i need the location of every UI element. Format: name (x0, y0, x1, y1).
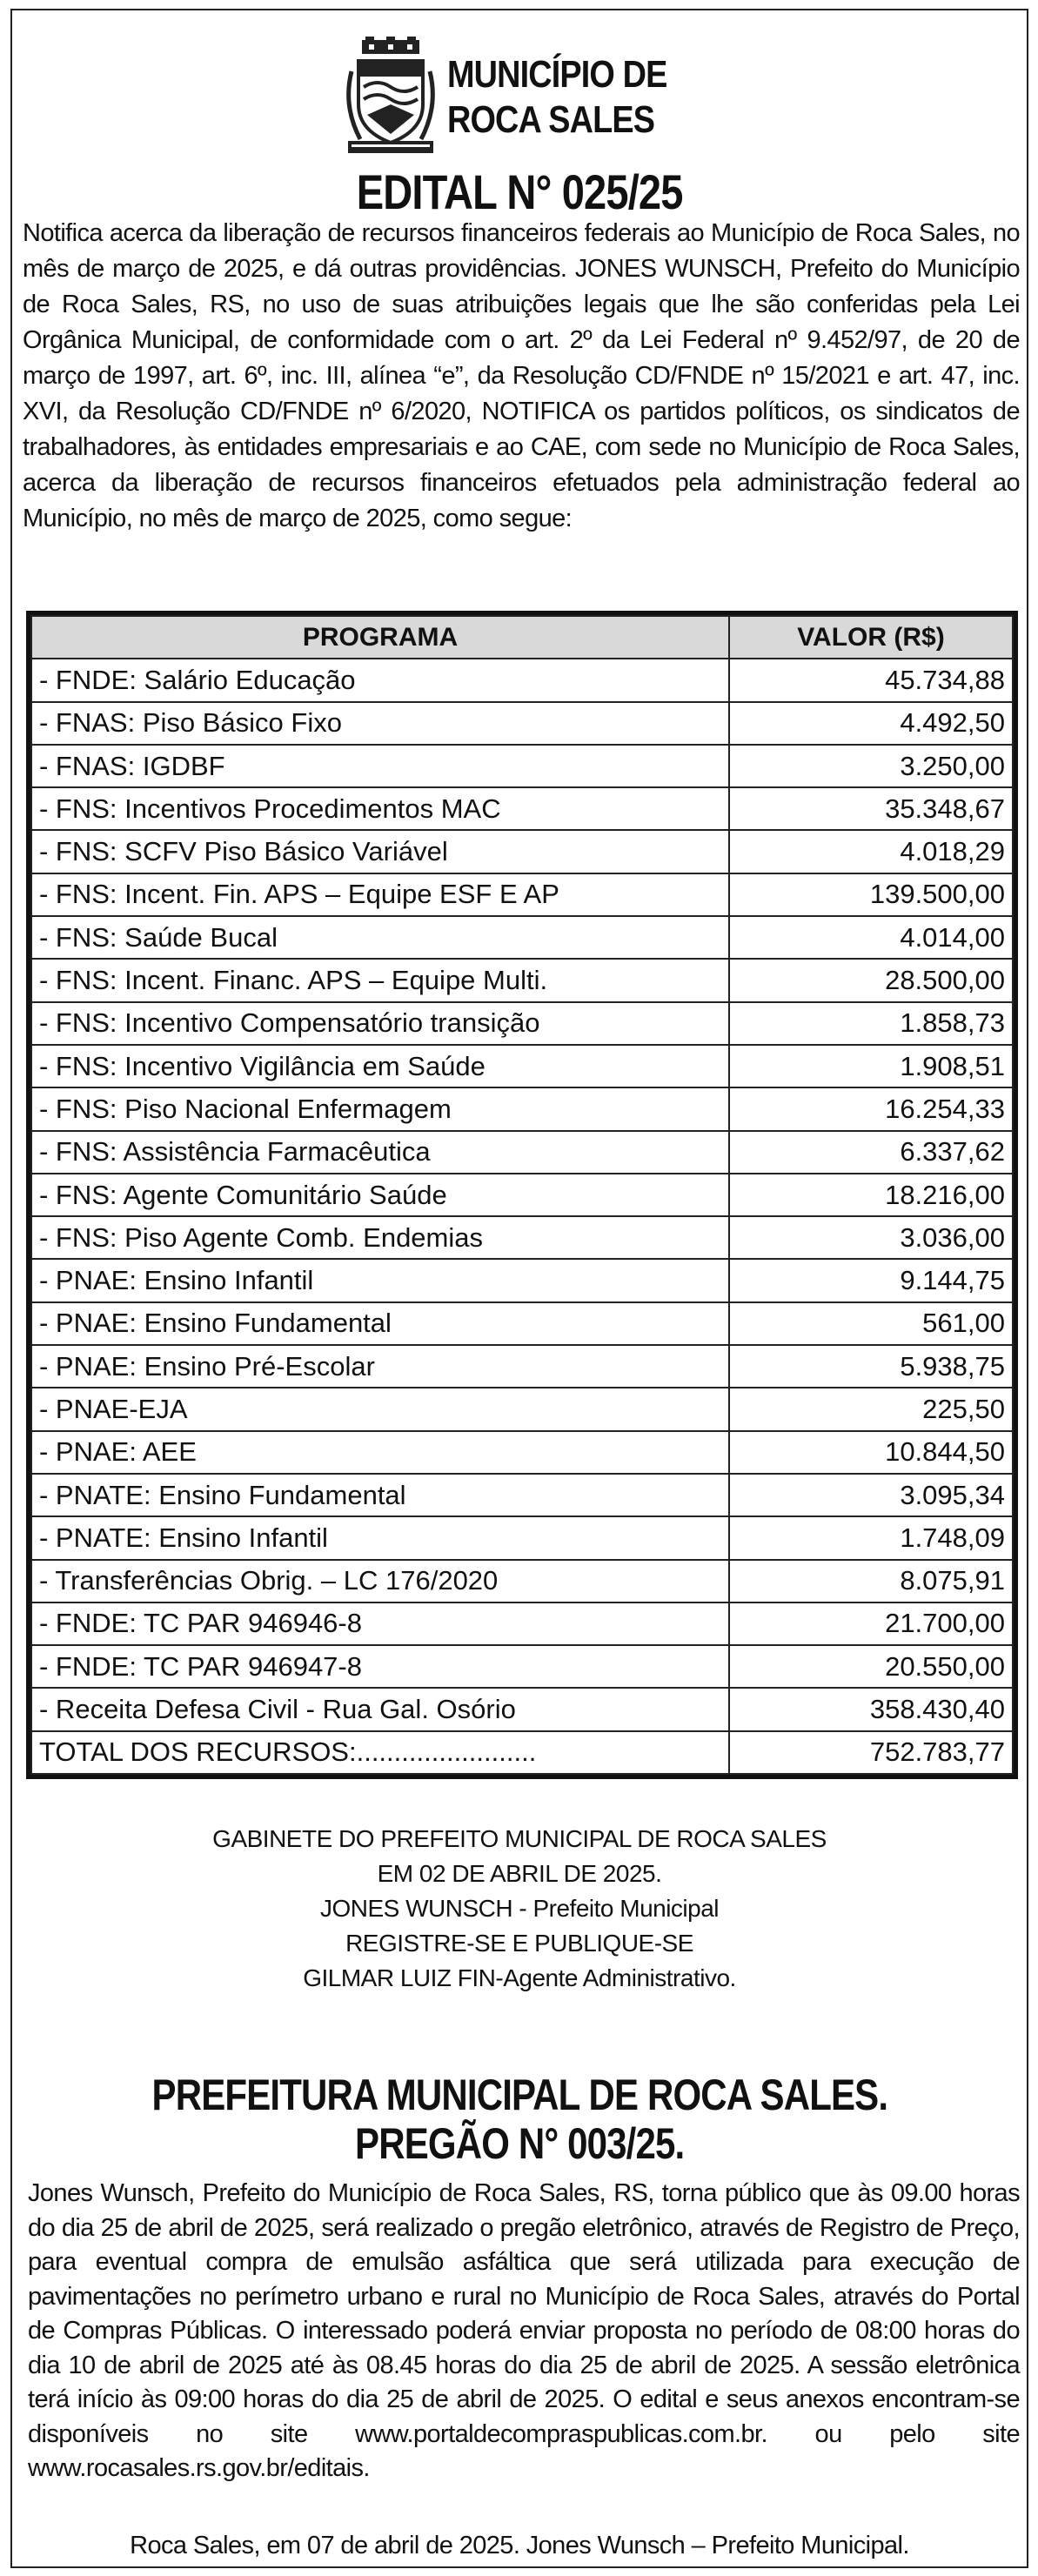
table-row (31, 1174, 1013, 1216)
cell-programa: - PNAE: AEE (31, 1431, 729, 1474)
cell-valor: 28.500,00 (729, 959, 1013, 1001)
table-row (31, 745, 1013, 787)
cell-valor: 3.250,00 (729, 745, 1013, 787)
signature-line-4: REGISTRE-SE E PUBLIQUE-SE (345, 1930, 693, 1957)
table-row (31, 1431, 1013, 1474)
cell-programa: - FNS: Piso Agente Comb. Endemias (31, 1216, 729, 1259)
table-body (31, 659, 1013, 1774)
cell-programa: - PNAE: Ensino Infantil (31, 1259, 729, 1301)
signature-line-3: JONES WUNSCH - Prefeito Municipal (319, 1895, 720, 1922)
cell-programa: - PNAE: Ensino Pré-Escolar (31, 1345, 729, 1388)
cell-valor: 1.858,73 (729, 1002, 1013, 1045)
table-row (31, 1560, 1013, 1602)
cell-programa: - FNS: Incent. Fin. APS – Equipe ESF E AP (31, 873, 729, 916)
table-row (31, 1302, 1013, 1345)
cell-valor: 8.075,91 (729, 1560, 1013, 1602)
cell-programa: - FNS: Incent. Financ. APS – Equipe Multi. (31, 959, 729, 1001)
cell-programa: - FNS: Incentivos Procedimentos MAC (31, 787, 729, 830)
cell-programa: - FNDE: Salário Educação (31, 659, 729, 701)
cell-programa: - Transferências Obrig. – LC 176/2020 (31, 1560, 729, 1602)
edital-intro-text: Notifica acerca da liberação de recursos financeiros federais ao Município de Roca Sales, no mês de março de 2025, e dá outras providências. JONES WUNSCH, Prefeito do Município de Roca Sales, RS, no uso de suas atribuições legais que lhe são conferidas pela Lei Orgânica Municipal, de conformidade com o art. 2º da Lei Federal nº 9.452/97, de 20 de março de 1997, art. 6º, inc. III, alínea “e”, da Resolução CD/FNDE nº 15/2021 e art. 47, inc. XVI, da Resolução CD/FNDE nº 6/2020, NOTIFICA os partidos políticos, os sindicatos de trabalhadores, às entidades empresariais e ao CAE, com sede no Município de Roca Sales, acerca da liberação de recursos financeiros efetuados pela administração federal ao Município, no mês de março de 2025, como segue: (23, 219, 1020, 532)
cell-valor: 6.337,62 (729, 1131, 1013, 1174)
cell-valor: 5.938,75 (729, 1345, 1013, 1388)
cell-valor: 358.430,40 (729, 1688, 1013, 1730)
cell-valor: 1.908,51 (729, 1045, 1013, 1087)
cell-programa: - FNS: Assistência Farmacêutica (31, 1131, 729, 1174)
edital-title-text: EDITAL N° 025/25 (356, 164, 683, 219)
cell-valor: 10.844,50 (729, 1431, 1013, 1474)
cell-programa: - PNATE: Ensino Fundamental (31, 1474, 729, 1516)
table-row (31, 873, 1013, 916)
cell-programa: TOTAL DOS RECURSOS:........................ (31, 1731, 729, 1774)
header-programa: PROGRAMA (31, 616, 729, 659)
cell-valor: 225,50 (729, 1388, 1013, 1430)
cell-valor: 16.254,33 (729, 1087, 1013, 1130)
cell-valor: 752.783,77 (729, 1731, 1013, 1774)
cell-programa: - PNAE: Ensino Fundamental (31, 1302, 729, 1345)
table-row (31, 1645, 1013, 1688)
cell-programa: - FNS: Incentivo Compensatório transição (31, 1002, 729, 1045)
signature-line-1: GABINETE DO PREFEITO MUNICIPAL DE ROCA SALES (212, 1825, 827, 1852)
cell-valor: 21.700,00 (729, 1602, 1013, 1645)
publication-page (10, 9, 1028, 2568)
cell-valor: 35.348,67 (729, 787, 1013, 830)
cell-valor: 45.734,88 (729, 659, 1013, 701)
table-row (31, 1688, 1013, 1730)
table-header-row (31, 616, 1013, 659)
municipality-line-2: ROCA SALES (447, 98, 655, 141)
table-row (31, 1345, 1013, 1388)
cell-programa: - Receita Defesa Civil - Rua Gal. Osório (31, 1688, 729, 1730)
table-total-row (31, 1731, 1013, 1774)
cell-valor: 1.748,09 (729, 1516, 1013, 1559)
table-row (31, 1216, 1013, 1259)
table-row (31, 787, 1013, 830)
edital-intro (23, 216, 1020, 537)
cell-programa: - FNS: Piso Nacional Enfermagem (31, 1087, 729, 1130)
pregao-title-line-1: PREFEITURA MUNICIPAL DE ROCA SALES. (151, 2071, 887, 2119)
cell-valor: 561,00 (729, 1302, 1013, 1345)
signature-block (12, 1822, 1027, 1996)
signature-line-5: GILMAR LUIZ FIN-Agente Administrativo. (303, 1964, 736, 1991)
header-valor: VALOR (R$) (729, 616, 1013, 659)
table-row (31, 1002, 1013, 1045)
municipality-name (447, 52, 747, 143)
cell-programa: - FNDE: TC PAR 946946-8 (31, 1602, 729, 1645)
pregao-title-line-2: PREGÃO N° 003/25. (354, 2119, 685, 2168)
table-row (31, 1602, 1013, 1645)
header (12, 30, 1027, 151)
pregao-closing: Roca Sales, em 07 de abril de 2025. Jones Wunsch – Prefeito Municipal. (130, 2532, 909, 2559)
cell-programa: - FNAS: IGDBF (31, 745, 729, 787)
cell-programa: - PNAE-EJA (31, 1388, 729, 1430)
cell-programa: - FNS: Agente Comunitário Saúde (31, 1174, 729, 1216)
cell-valor: 3.095,34 (729, 1474, 1013, 1516)
table-row (31, 702, 1013, 745)
cell-valor: 4.492,50 (729, 702, 1013, 745)
cell-valor: 18.216,00 (729, 1174, 1013, 1216)
signature-line-2: EM 02 DE ABRIL DE 2025. (377, 1860, 662, 1887)
table-row (31, 916, 1013, 959)
municipal-coat-of-arms-icon (343, 37, 439, 158)
table-row (31, 830, 1013, 873)
table-row (31, 659, 1013, 701)
cell-programa: - PNATE: Ensino Infantil (31, 1516, 729, 1559)
pregao-body: Jones Wunsch, Prefeito do Município de Roca Sales, RS, torna público que às 09.00 horas do dia 25 de abril de 2025, será realizado o pregão eletrônico, através de Registro de Preço, para eventual compra de emulsão asfáltica que será utilizada para execução de pavimentações no perímetro urbano e rural no Município de Roca Sales, através do Portal de Compras Públicas. O interessado poderá enviar proposta no período de 08:00 horas do dia 10 de abril de 2025 até às 08.45 horas do dia 25 de abril de 2025. A sessão eletrônica terá início às 09:00 horas do dia 25 de abril de 2025. O edital e seus anexos encontram-se disponíveis no site www.portaldecompraspublicas.com.br. ou pelo site www.rocasales.rs.gov.br/editais. (28, 2179, 1020, 2482)
cell-programa: - FNS: Incentivo Vigilância em Saúde (31, 1045, 729, 1087)
table-row (31, 1388, 1013, 1430)
cell-programa: - FNS: SCFV Piso Básico Variável (31, 830, 729, 873)
cell-valor: 4.018,29 (729, 830, 1013, 873)
cell-programa: - FNAS: Piso Básico Fixo (31, 702, 729, 745)
cell-valor: 3.036,00 (729, 1216, 1013, 1259)
table-row (31, 1131, 1013, 1174)
table-row (31, 1087, 1013, 1130)
cell-programa: - FNS: Saúde Bucal (31, 916, 729, 959)
table-row (31, 1516, 1013, 1559)
cell-valor: 139.500,00 (729, 873, 1013, 916)
edital-title (12, 164, 1027, 220)
pregao-title (12, 2071, 1027, 2168)
cell-valor: 9.144,75 (729, 1259, 1013, 1301)
table-row (31, 959, 1013, 1001)
municipality-line-1: MUNICÍPIO DE (447, 53, 667, 96)
table-row (31, 1259, 1013, 1301)
table-row (31, 1045, 1013, 1087)
cell-valor: 4.014,00 (729, 916, 1013, 959)
table-row (31, 1474, 1013, 1516)
resources-table (26, 611, 1018, 1779)
cell-programa: - FNDE: TC PAR 946947-8 (31, 1645, 729, 1688)
cell-valor: 20.550,00 (729, 1645, 1013, 1688)
